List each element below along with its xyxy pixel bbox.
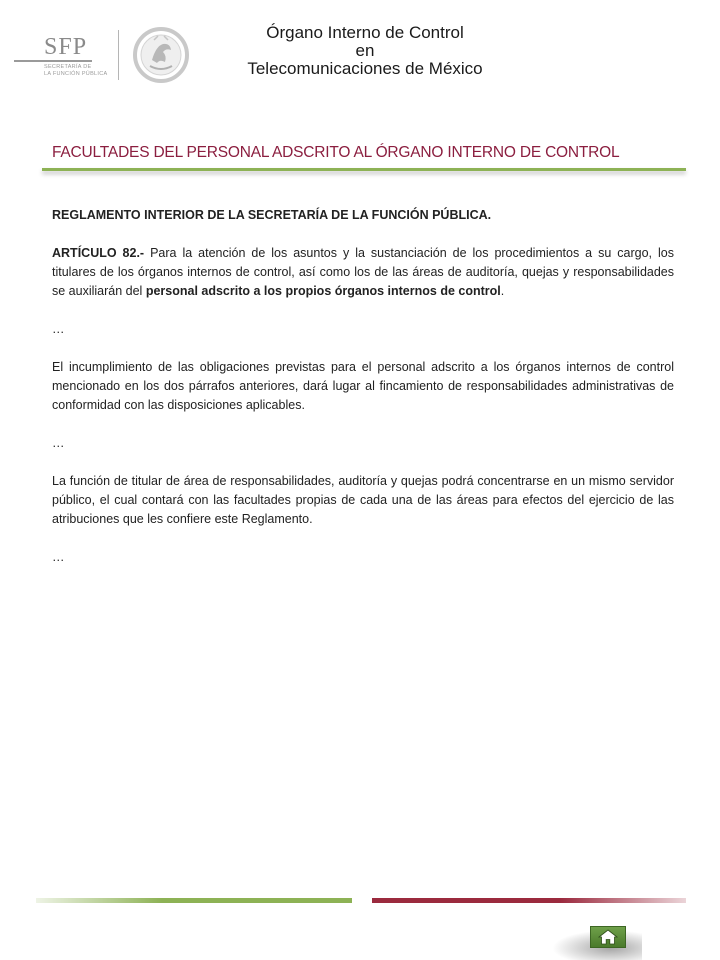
document-body xyxy=(52,206,674,567)
home-button[interactable] xyxy=(590,926,626,948)
footer-green-bar xyxy=(36,898,352,903)
regulation-title: REGLAMENTO INTERIOR DE LA SECRETARÍA DE LA FUNCIÓN PÚBLICA. xyxy=(52,208,492,222)
ellipsis-1: … xyxy=(52,322,65,336)
footer-red-bar xyxy=(372,898,686,903)
sfp-logo-letters: SFP xyxy=(44,34,88,60)
article-label: ARTÍCULO 82.- xyxy=(52,246,145,260)
header-title-line2: en xyxy=(355,41,375,60)
ellipsis-2: … xyxy=(52,436,65,450)
logo-divider xyxy=(118,30,119,80)
ellipsis-3: … xyxy=(52,550,65,564)
sfp-logo xyxy=(14,26,194,84)
sfp-subtitle-line1: SECRETARÍA DE xyxy=(44,64,92,70)
paragraph-funcion-titular: La función de titular de área de responsabilidades, auditoría y quejas podrá concentrarse en un mismo servidor público, el cual contará con las facultades propias de cada una de las áreas para efectos del ejercicio de las atribuciones que les confiere este Reglamento. xyxy=(52,474,674,526)
header-title-line1: Órgano Interno de Control xyxy=(266,23,464,42)
section-divider xyxy=(42,168,686,171)
header-title xyxy=(200,24,530,78)
header-title-line3: Telecomunicaciones de México xyxy=(247,59,483,78)
home-icon xyxy=(598,929,618,945)
article-end: . xyxy=(500,284,505,298)
mexico-coat-of-arms-icon xyxy=(130,26,192,84)
paragraph-incumplimiento: El incumplimiento de las obligaciones previstas para el personal adscrito a los órganos internos de control mencionado en los dos párrafos anteriores, dará lugar al fincamiento de responsabilidades administrativas de conformidad con las disposiciones aplicables. xyxy=(52,360,674,412)
section-title: FACULTADES DEL PERSONAL ADSCRITO AL ÓRGANO INTERNO DE CONTROL xyxy=(52,144,620,161)
sfp-logo-subtitle xyxy=(44,64,134,78)
article-text: Para la atención de los asuntos y la sustanciación de los procedimientos a su cargo, los titulares de los órganos internos de control, así como los de las áreas de auditoría, quejas y responsabilidades se auxiliarán del xyxy=(52,246,674,298)
logo-line xyxy=(14,60,92,62)
article-82-paragraph xyxy=(52,244,674,301)
sfp-subtitle-line2: LA FUNCIÓN PÚBLICA xyxy=(44,71,108,77)
article-bold-text: personal adscrito a los propios órganos internos de control xyxy=(145,284,501,298)
